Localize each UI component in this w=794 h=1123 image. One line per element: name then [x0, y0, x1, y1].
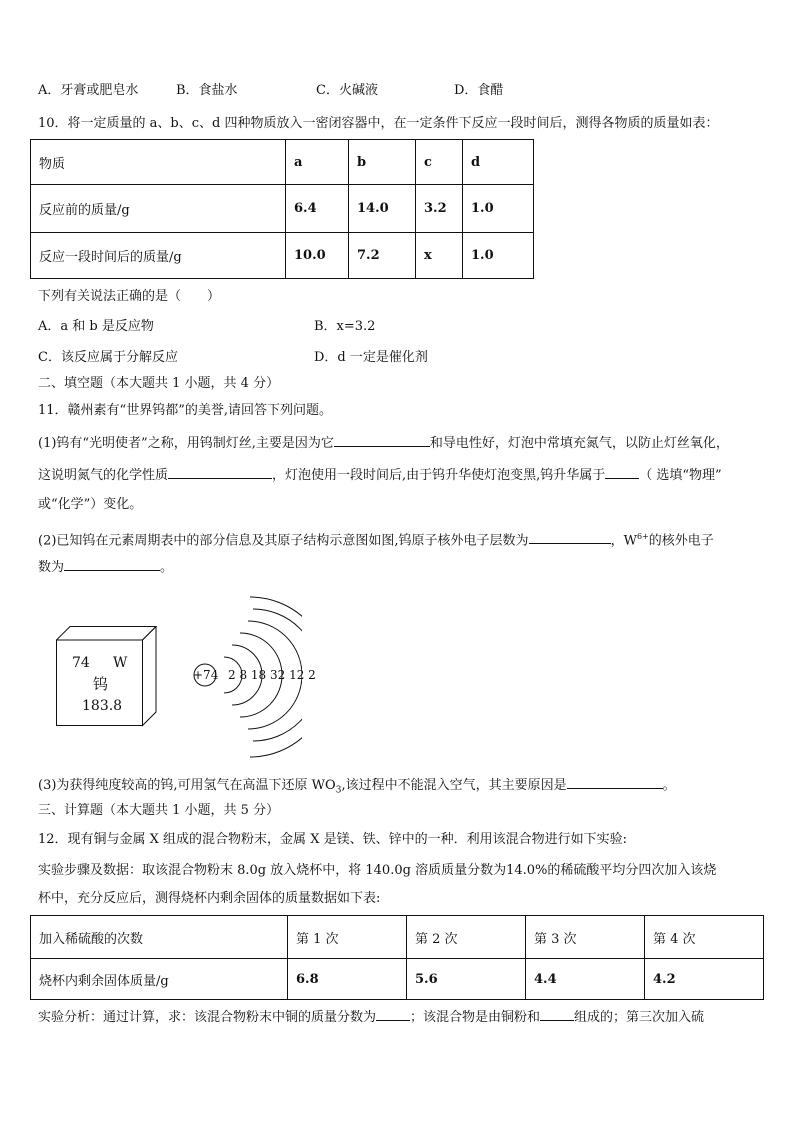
table-cell: 第 2 次	[407, 916, 526, 959]
q11-text: 这说明氮气的化学性质	[38, 468, 169, 483]
q9-option-a: A．牙膏或肥皂水	[38, 83, 139, 98]
table-cell: 反应前的质量/g	[31, 185, 286, 233]
q10-stem: 10．将一定质量的 a、b、c、d 四种物质放入一密闭容器中，在一定条件下反应一段时间后，测得各物质的质量如表：	[38, 116, 719, 131]
q12-text: ；该混合物是由铜粉和	[410, 1010, 541, 1025]
table-row	[31, 959, 764, 1000]
q11-text: (3)为获得纯度较高的钨,可用氢气在高温下还原 WO	[38, 778, 336, 793]
q9-option-c: C．火碱液	[316, 83, 378, 98]
q11-text: （ 选填“物理”	[639, 468, 722, 483]
q11-text: ，W	[610, 533, 637, 549]
q11-part3	[38, 776, 676, 800]
element-symbol: W	[113, 655, 128, 671]
q11-text: 的核外电子	[648, 533, 714, 549]
table-cell: 5.6	[407, 959, 526, 1000]
q12-analysis	[38, 1008, 704, 1027]
q11-part2-line2	[38, 558, 173, 577]
table-cell: 4.4	[526, 959, 645, 1000]
answer-blank[interactable]	[376, 1008, 410, 1021]
table-cell: 7.2	[349, 233, 416, 279]
ion-charge: 6+	[636, 532, 649, 541]
answer-blank[interactable]	[605, 466, 639, 479]
table-row	[31, 916, 764, 959]
table-cell: 1.0	[463, 185, 534, 233]
q10-option-b: B．x=3.2	[314, 319, 376, 334]
q12-para-line2: 杯中，充分反应后，测得烧杯内剩余固体的质量数据如下表:	[38, 891, 381, 906]
table-cell: 第 1 次	[288, 916, 407, 959]
element-name: 钨	[93, 675, 109, 693]
table-cell: 4.2	[645, 959, 764, 1000]
q11-part2-line1	[38, 528, 714, 550]
table-cell: 1.0	[463, 233, 534, 279]
table-cell: 14.0	[349, 185, 416, 233]
table-cell: 烧杯内剩余固体质量/g	[31, 959, 288, 1000]
table-cell: a	[286, 140, 349, 185]
nucleus-charge: +74	[193, 668, 219, 682]
element-atomic-number: 74	[72, 655, 90, 671]
table-row	[31, 185, 534, 233]
q11-text: 。	[662, 778, 676, 793]
answer-blank[interactable]	[334, 434, 430, 447]
table-cell: 第 4 次	[645, 916, 764, 959]
q11-text: ,该过程中不能混入空气，其主要原因是	[341, 778, 567, 793]
table-cell: d	[463, 140, 534, 185]
q11-text: ，灯泡使用一段时间后,由于钨升华使灯泡变黑,钨升华属于	[272, 468, 606, 483]
table-cell: 10.0	[286, 233, 349, 279]
electron-shell-counts: 2 8 18 32 12 2	[228, 668, 316, 682]
q12-text: 实验分析：通过计算，求：该混合物粉末中铜的质量分数为	[38, 1010, 377, 1025]
table-row	[31, 140, 534, 185]
table-cell: c	[416, 140, 463, 185]
q12-text: 组成的；第三次加入硫	[574, 1010, 705, 1025]
table-cell: 第 3 次	[526, 916, 645, 959]
q10-table	[30, 139, 534, 279]
q11-text: (2)已知钨在元素周期表中的部分信息及其原子结构示意图如图,钨原子核外电子层数为	[38, 533, 529, 549]
answer-blank[interactable]	[567, 776, 663, 789]
q10-question: 下列有关说法正确的是（ ）	[38, 289, 221, 304]
element-atomic-mass: 183.8	[82, 698, 123, 714]
table-cell: 反应一段时间后的质量/g	[31, 233, 286, 279]
q11-part1-line2	[38, 466, 722, 485]
cube-top-face	[57, 627, 157, 641]
table-cell: 3.2	[416, 185, 463, 233]
q9-option-d: D．食醋	[454, 83, 504, 98]
q10-option-a: A．a 和 b 是反应物	[38, 319, 154, 334]
q10-option-c: C．该反应属于分解反应	[38, 350, 178, 365]
q11-part1-line3: 或“化学”）变化。	[38, 497, 143, 512]
q12-table	[30, 915, 764, 1000]
answer-blank[interactable]	[529, 531, 611, 544]
formula-subscript: 3	[335, 785, 342, 796]
table-cell: 加入稀硫酸的次数	[31, 916, 288, 959]
table-cell: x	[416, 233, 463, 279]
answer-blank[interactable]	[540, 1008, 574, 1021]
q11-text: (1)钨有“光明使者”之称，用钨制灯丝,主要是因为它	[38, 436, 334, 451]
table-cell: 6.8	[288, 959, 407, 1000]
table-cell: 6.4	[286, 185, 349, 233]
answer-blank[interactable]	[64, 558, 160, 571]
cube-side-face	[143, 627, 157, 726]
q10-option-d: D．d 一定是催化剂	[314, 350, 428, 365]
q11-text: 。	[160, 560, 174, 575]
q11-stem: 11．赣州素有“世界钨都”的美誉,请回答下列问题。	[38, 403, 332, 418]
q11-text: 和导电性好，灯泡中常填充氮气，以防止灯丝氧化，	[429, 436, 729, 451]
q9-option-b: B．食盐水	[176, 83, 238, 98]
q12-stem: 12．现有铜与金属 X 组成的混合物粉末，金属 X 是镁、铁、锌中的一种．利用该混合物进行如下实验:	[38, 832, 627, 847]
section-3-heading: 三、计算题（本大题共 1 小题，共 5 分）	[38, 803, 280, 818]
q11-text: 数为	[38, 560, 65, 575]
table-cell: b	[349, 140, 416, 185]
q11-part1-line1	[38, 434, 729, 453]
table-row	[31, 233, 534, 279]
section-2-heading: 二、填空题（本大题共 1 小题，共 4 分）	[38, 376, 280, 391]
table-cell: 物质	[31, 140, 286, 185]
answer-blank[interactable]	[168, 466, 272, 479]
q12-para-line1: 实验步骤及数据：取该混合物粉末 8.0g 放入烧杯中，将 140.0g 溶质质量分数为14.0%的稀硫酸平均分四次加入该烧	[38, 863, 717, 878]
